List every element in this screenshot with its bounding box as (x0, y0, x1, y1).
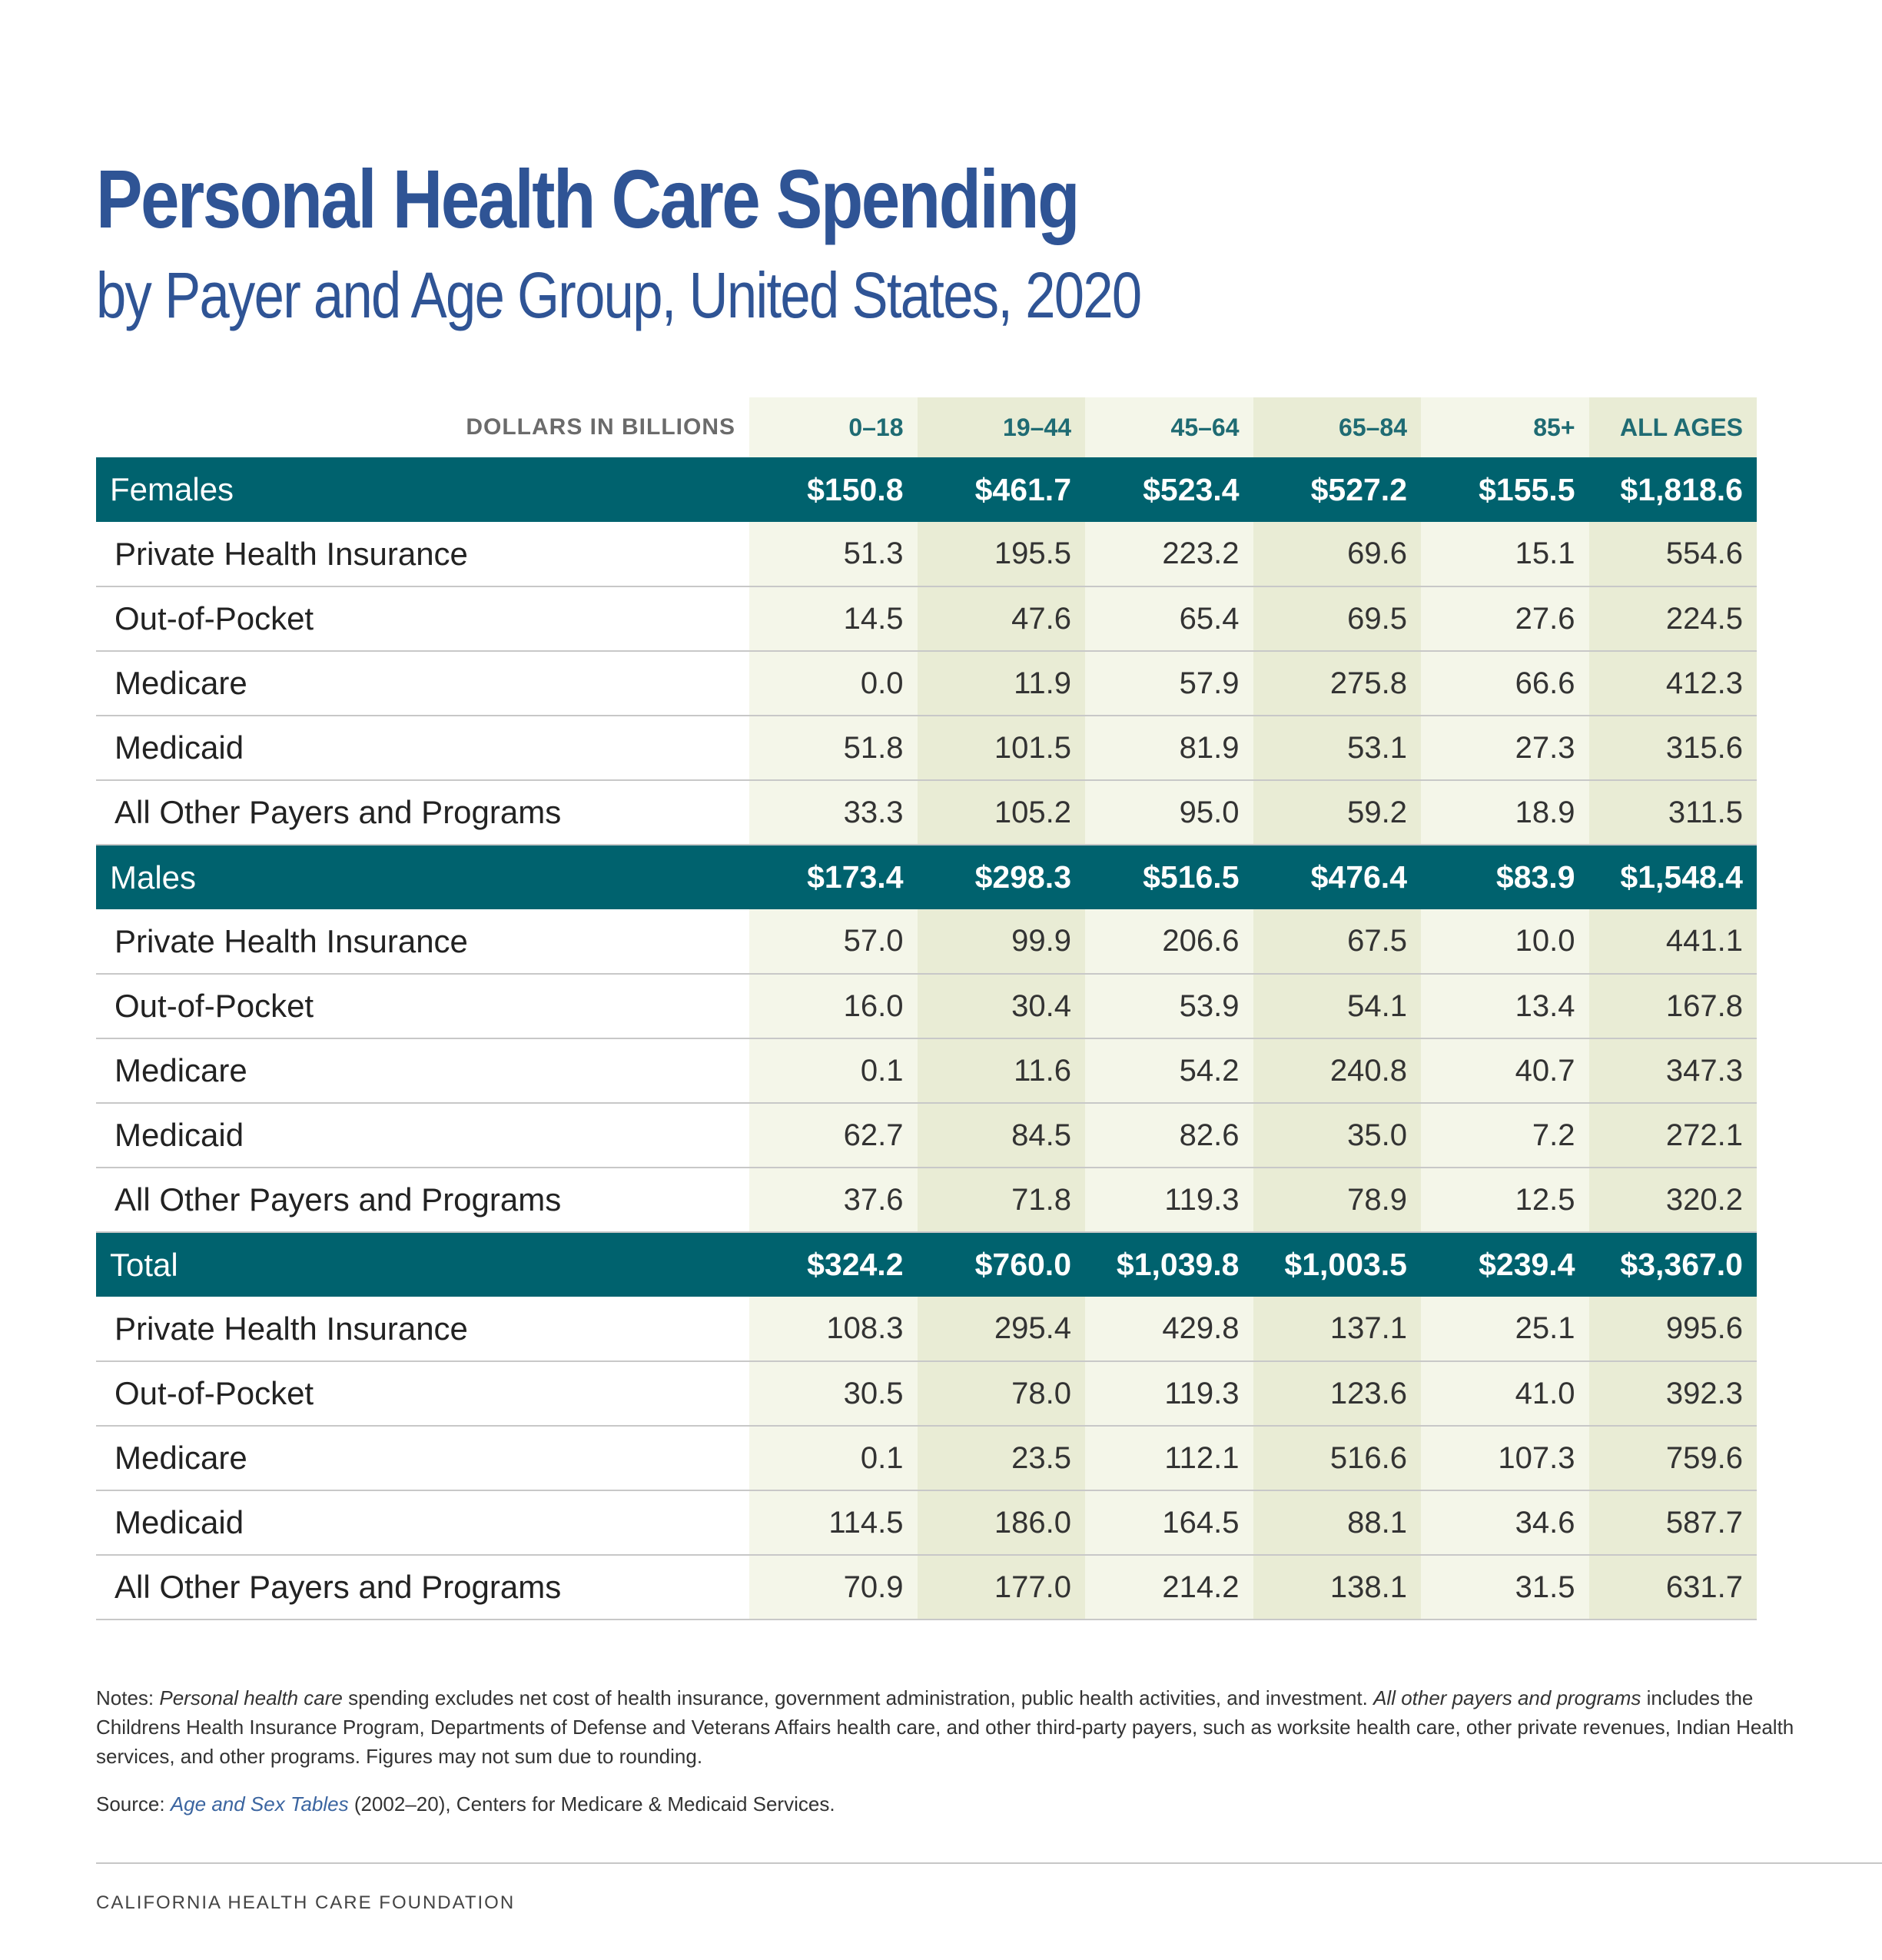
value-cell: 99.9 (918, 909, 1086, 974)
group-total-cell: $1,818.6 (1589, 457, 1758, 522)
row-label: Medicare (96, 1038, 749, 1103)
value-cell: 11.6 (918, 1038, 1086, 1103)
value-cell: 34.6 (1421, 1490, 1589, 1555)
row-label: Medicare (96, 1426, 749, 1490)
notes-prefix: Notes: (96, 1686, 160, 1709)
value-cell: 186.0 (918, 1490, 1086, 1555)
group-total-cell: $523.4 (1085, 457, 1253, 522)
value-cell: 47.6 (918, 586, 1086, 651)
source-line (96, 1792, 835, 1816)
row-label: Medicaid (96, 1490, 749, 1555)
value-cell: 0.1 (749, 1426, 918, 1490)
column-header: 45–64 (1085, 397, 1253, 457)
value-cell: 66.6 (1421, 651, 1589, 716)
row-label: Out-of-Pocket (96, 974, 749, 1038)
group-total-cell: $1,039.8 (1085, 1232, 1253, 1297)
column-header: 0–18 (749, 397, 918, 457)
value-cell: 25.1 (1421, 1297, 1589, 1361)
value-cell: 27.3 (1421, 716, 1589, 780)
value-cell: 11.9 (918, 651, 1086, 716)
value-cell: 81.9 (1085, 716, 1253, 780)
group-total-cell: $239.4 (1421, 1232, 1589, 1297)
value-cell: 16.0 (749, 974, 918, 1038)
value-cell: 27.6 (1421, 586, 1589, 651)
value-cell: 65.4 (1085, 586, 1253, 651)
value-cell: 224.5 (1589, 586, 1758, 651)
value-cell: 119.3 (1085, 1168, 1253, 1232)
value-cell: 347.3 (1589, 1038, 1758, 1103)
group-total-cell: $83.9 (1421, 845, 1589, 909)
value-cell: 223.2 (1085, 522, 1253, 586)
row-label: Medicare (96, 651, 749, 716)
value-cell: 95.0 (1085, 780, 1253, 845)
value-cell: 177.0 (918, 1555, 1086, 1619)
value-cell: 69.6 (1253, 522, 1422, 586)
value-cell: 516.6 (1253, 1426, 1422, 1490)
value-cell: 51.3 (749, 522, 918, 586)
source-suffix: (2002–20), Centers for Medicare & Medicaid Services. (348, 1792, 835, 1815)
value-cell: 14.5 (749, 586, 918, 651)
value-cell: 195.5 (918, 522, 1086, 586)
group-total-cell: $150.8 (749, 457, 918, 522)
table-row (96, 1361, 1757, 1426)
value-cell: 78.9 (1253, 1168, 1422, 1232)
value-cell: 112.1 (1085, 1426, 1253, 1490)
value-cell: 138.1 (1253, 1555, 1422, 1619)
source-prefix: Source: (96, 1792, 171, 1815)
spending-table (96, 397, 1757, 1620)
column-header: 85+ (1421, 397, 1589, 457)
group-total-cell: $760.0 (918, 1232, 1086, 1297)
footer-org: CALIFORNIA HEALTH CARE FOUNDATION (96, 1892, 516, 1913)
group-total-cell: $461.7 (918, 457, 1086, 522)
group-row (96, 845, 1757, 909)
value-cell: 412.3 (1589, 651, 1758, 716)
value-cell: 272.1 (1589, 1103, 1758, 1168)
column-header: 19–44 (918, 397, 1086, 457)
group-label: Males (110, 859, 197, 895)
value-cell: 41.0 (1421, 1361, 1589, 1426)
value-cell: 114.5 (749, 1490, 918, 1555)
notes-term: All other payers and programs (1373, 1686, 1641, 1709)
value-cell: 119.3 (1085, 1361, 1253, 1426)
table-row (96, 1490, 1757, 1555)
table-row (96, 909, 1757, 974)
group-label: Total (110, 1246, 178, 1283)
value-cell: 57.9 (1085, 651, 1253, 716)
table-row (96, 780, 1757, 845)
value-cell: 392.3 (1589, 1361, 1758, 1426)
value-cell: 15.1 (1421, 522, 1589, 586)
value-cell: 18.9 (1421, 780, 1589, 845)
value-cell: 123.6 (1253, 1361, 1422, 1426)
value-cell: 107.3 (1421, 1426, 1589, 1490)
value-cell: 30.4 (918, 974, 1086, 1038)
value-cell: 88.1 (1253, 1490, 1422, 1555)
value-cell: 67.5 (1253, 909, 1422, 974)
footer-divider (96, 1862, 1882, 1864)
value-cell: 54.2 (1085, 1038, 1253, 1103)
value-cell: 295.4 (918, 1297, 1086, 1361)
value-cell: 554.6 (1589, 522, 1758, 586)
value-cell: 214.2 (1085, 1555, 1253, 1619)
value-cell: 13.4 (1421, 974, 1589, 1038)
table-row (96, 1103, 1757, 1168)
value-cell: 101.5 (918, 716, 1086, 780)
row-label: Out-of-Pocket (96, 1361, 749, 1426)
table-row (96, 1426, 1757, 1490)
table-row (96, 974, 1757, 1038)
value-cell: 59.2 (1253, 780, 1422, 845)
value-cell: 12.5 (1421, 1168, 1589, 1232)
group-total-cell: $324.2 (749, 1232, 918, 1297)
value-cell: 70.9 (749, 1555, 918, 1619)
value-cell: 84.5 (918, 1103, 1086, 1168)
notes (96, 1683, 1802, 1771)
group-total-cell: $173.4 (749, 845, 918, 909)
value-cell: 82.6 (1085, 1103, 1253, 1168)
value-cell: 0.1 (749, 1038, 918, 1103)
value-cell: 40.7 (1421, 1038, 1589, 1103)
notes-text: spending excludes net cost of health insurance, government administration, public health activities, and investment. (342, 1686, 1374, 1709)
value-cell: 71.8 (918, 1168, 1086, 1232)
value-cell: 587.7 (1589, 1490, 1758, 1555)
row-label: All Other Payers and Programs (96, 1168, 749, 1232)
column-header: 65–84 (1253, 397, 1422, 457)
table-row (96, 1297, 1757, 1361)
row-label: Private Health Insurance (96, 1297, 749, 1361)
table-header-row (96, 397, 1757, 457)
value-cell: 30.5 (749, 1361, 918, 1426)
group-row (96, 1232, 1757, 1297)
value-cell: 54.1 (1253, 974, 1422, 1038)
value-cell: 105.2 (918, 780, 1086, 845)
value-cell: 275.8 (1253, 651, 1422, 716)
table-row (96, 1038, 1757, 1103)
group-total-cell: $476.4 (1253, 845, 1422, 909)
value-cell: 320.2 (1589, 1168, 1758, 1232)
value-cell: 429.8 (1085, 1297, 1253, 1361)
value-cell: 631.7 (1589, 1555, 1758, 1619)
group-total-cell: $155.5 (1421, 457, 1589, 522)
group-total-cell: $1,548.4 (1589, 845, 1758, 909)
group-label: Females (110, 471, 234, 507)
value-cell: 315.6 (1589, 716, 1758, 780)
value-cell: 7.2 (1421, 1103, 1589, 1168)
notes-text: includes the Childrens Health Insurance Program, Departments of Defense and Veterans Affairs health care, and other third-party payers, such as worksite health care, other private revenues, Indian Health services, and other programs. Figures may not sum due to rounding. (96, 1686, 1794, 1768)
value-cell: 37.6 (749, 1168, 918, 1232)
value-cell: 51.8 (749, 716, 918, 780)
value-cell: 69.5 (1253, 586, 1422, 651)
value-cell: 57.0 (749, 909, 918, 974)
page-title: Personal Health Care Spending (96, 152, 1078, 245)
notes-term: Personal health care (159, 1686, 343, 1709)
value-cell: 23.5 (918, 1426, 1086, 1490)
value-cell: 206.6 (1085, 909, 1253, 974)
column-header: ALL AGES (1589, 397, 1758, 457)
value-cell: 311.5 (1589, 780, 1758, 845)
value-cell: 53.9 (1085, 974, 1253, 1038)
value-cell: 240.8 (1253, 1038, 1422, 1103)
group-total-cell: $298.3 (918, 845, 1086, 909)
value-cell: 31.5 (1421, 1555, 1589, 1619)
table-row (96, 1555, 1757, 1619)
row-label: Private Health Insurance (96, 522, 749, 586)
value-cell: 167.8 (1589, 974, 1758, 1038)
group-total-cell: $1,003.5 (1253, 1232, 1422, 1297)
group-total-cell: $516.5 (1085, 845, 1253, 909)
row-label: All Other Payers and Programs (96, 1555, 749, 1619)
table-row (96, 1168, 1757, 1232)
value-cell: 53.1 (1253, 716, 1422, 780)
value-cell: 137.1 (1253, 1297, 1422, 1361)
group-total-cell: $3,367.0 (1589, 1232, 1758, 1297)
row-label: Private Health Insurance (96, 909, 749, 974)
row-label: Medicaid (96, 716, 749, 780)
table-row (96, 651, 1757, 716)
units-label: DOLLARS IN BILLIONS (466, 414, 735, 440)
table-row (96, 522, 1757, 586)
row-label: Medicaid (96, 1103, 749, 1168)
group-total-cell: $527.2 (1253, 457, 1422, 522)
page-subtitle: by Payer and Age Group, United States, 2020 (96, 259, 1141, 331)
value-cell: 78.0 (918, 1361, 1086, 1426)
value-cell: 33.3 (749, 780, 918, 845)
source-link[interactable]: Age and Sex Tables (170, 1792, 349, 1815)
value-cell: 62.7 (749, 1103, 918, 1168)
row-label: Out-of-Pocket (96, 586, 749, 651)
row-label: All Other Payers and Programs (96, 780, 749, 845)
value-cell: 10.0 (1421, 909, 1589, 974)
table-row (96, 716, 1757, 780)
value-cell: 0.0 (749, 651, 918, 716)
table-row (96, 586, 1757, 651)
value-cell: 164.5 (1085, 1490, 1253, 1555)
value-cell: 759.6 (1589, 1426, 1758, 1490)
value-cell: 995.6 (1589, 1297, 1758, 1361)
value-cell: 108.3 (749, 1297, 918, 1361)
value-cell: 35.0 (1253, 1103, 1422, 1168)
value-cell: 441.1 (1589, 909, 1758, 974)
group-row (96, 457, 1757, 522)
